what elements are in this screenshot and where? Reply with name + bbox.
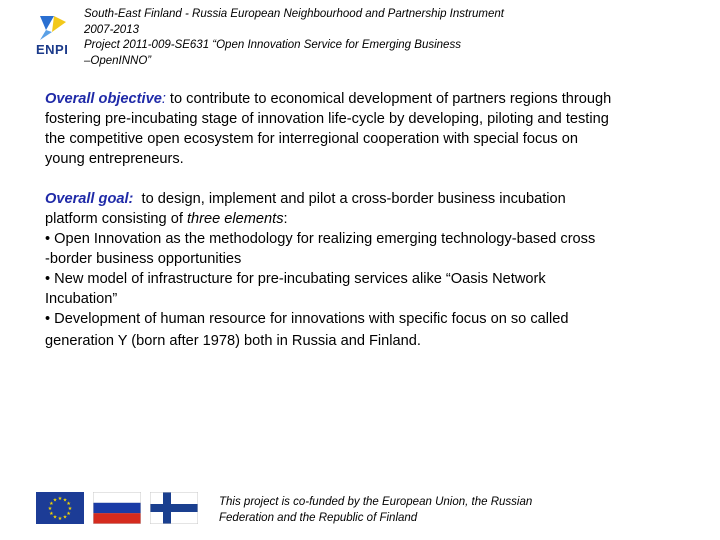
- header-line: –OpenINNO”: [84, 54, 152, 67]
- objective-label: Overall objective:: [45, 91, 166, 107]
- eu-star: ★: [62, 497, 68, 504]
- russia-flag-icon: [93, 492, 141, 524]
- header-line: 2007-2013: [84, 23, 139, 36]
- goal-bullet-line: • Development of human resource for innovations with specific focus on so called: [45, 311, 569, 327]
- objective-line: young entrepreneurs.: [45, 151, 184, 167]
- project-header: [84, 7, 684, 69]
- eu-star: ★: [49, 501, 54, 507]
- eu-star: ★: [66, 511, 71, 517]
- objective-line: fostering pre-incubating stage of innovation life-cycle by developing, piloting and testing: [45, 111, 609, 127]
- funding-note: [219, 494, 699, 526]
- eu-flag-icon: [36, 492, 84, 524]
- eu-star: ★: [57, 516, 63, 522]
- three-elements-text: three elements: [186, 211, 284, 227]
- finland-flag-icon: [150, 492, 198, 524]
- eu-star: ★: [52, 497, 58, 504]
- goal-second-line: platform consisting of three elements:: [45, 211, 288, 227]
- eu-star: ★: [57, 496, 63, 502]
- header-line: South-East Finland - Russia European Neighbourhood and Partnership Instrument: [84, 8, 504, 20]
- objective-text: to contribute to economical development of partners regions through: [165, 91, 612, 107]
- objective-first-line: [45, 89, 685, 109]
- objective-line: the competitive open ecosystem for interregional cooperation with special focus on: [45, 131, 578, 147]
- eu-star: ★: [62, 514, 68, 521]
- eu-star: ★: [52, 514, 58, 521]
- goal-bullet-line: -border business opportunities: [45, 251, 242, 267]
- eu-star: ★: [66, 501, 71, 507]
- goal-text: to design, implement and pilot a cross-border business incubation: [133, 191, 566, 207]
- funding-note-line: This project is co-funded by the European Union, the Russian: [219, 496, 533, 508]
- enpi-logo-text: ENPI: [36, 42, 69, 57]
- eu-star: ★: [49, 511, 54, 517]
- goal-bullet-line: Incubation”: [45, 291, 118, 307]
- goal-first-line: [45, 189, 685, 209]
- goal-bullet-line: generation Y (born after 1978) both in Russia and Finland.: [45, 333, 421, 349]
- funding-note-line: Federation and the Republic of Finland: [219, 512, 418, 524]
- header-line: Project 2011-009-SE631 “Open Innovation Service for Emerging Business: [84, 39, 461, 51]
- goal-bullet-line: • New model of infrastructure for pre-incubating services alike “Oasis Network: [45, 271, 546, 287]
- eu-star: ★: [47, 506, 53, 512]
- goal-label: Overall goal:: [45, 191, 134, 207]
- main-content: [45, 89, 685, 351]
- goal-bullet-line: • Open Innovation as the methodology for realizing emerging technology-based cross: [45, 231, 596, 247]
- eu-star: ★: [67, 506, 73, 512]
- enpi-logo-icon: [36, 12, 72, 42]
